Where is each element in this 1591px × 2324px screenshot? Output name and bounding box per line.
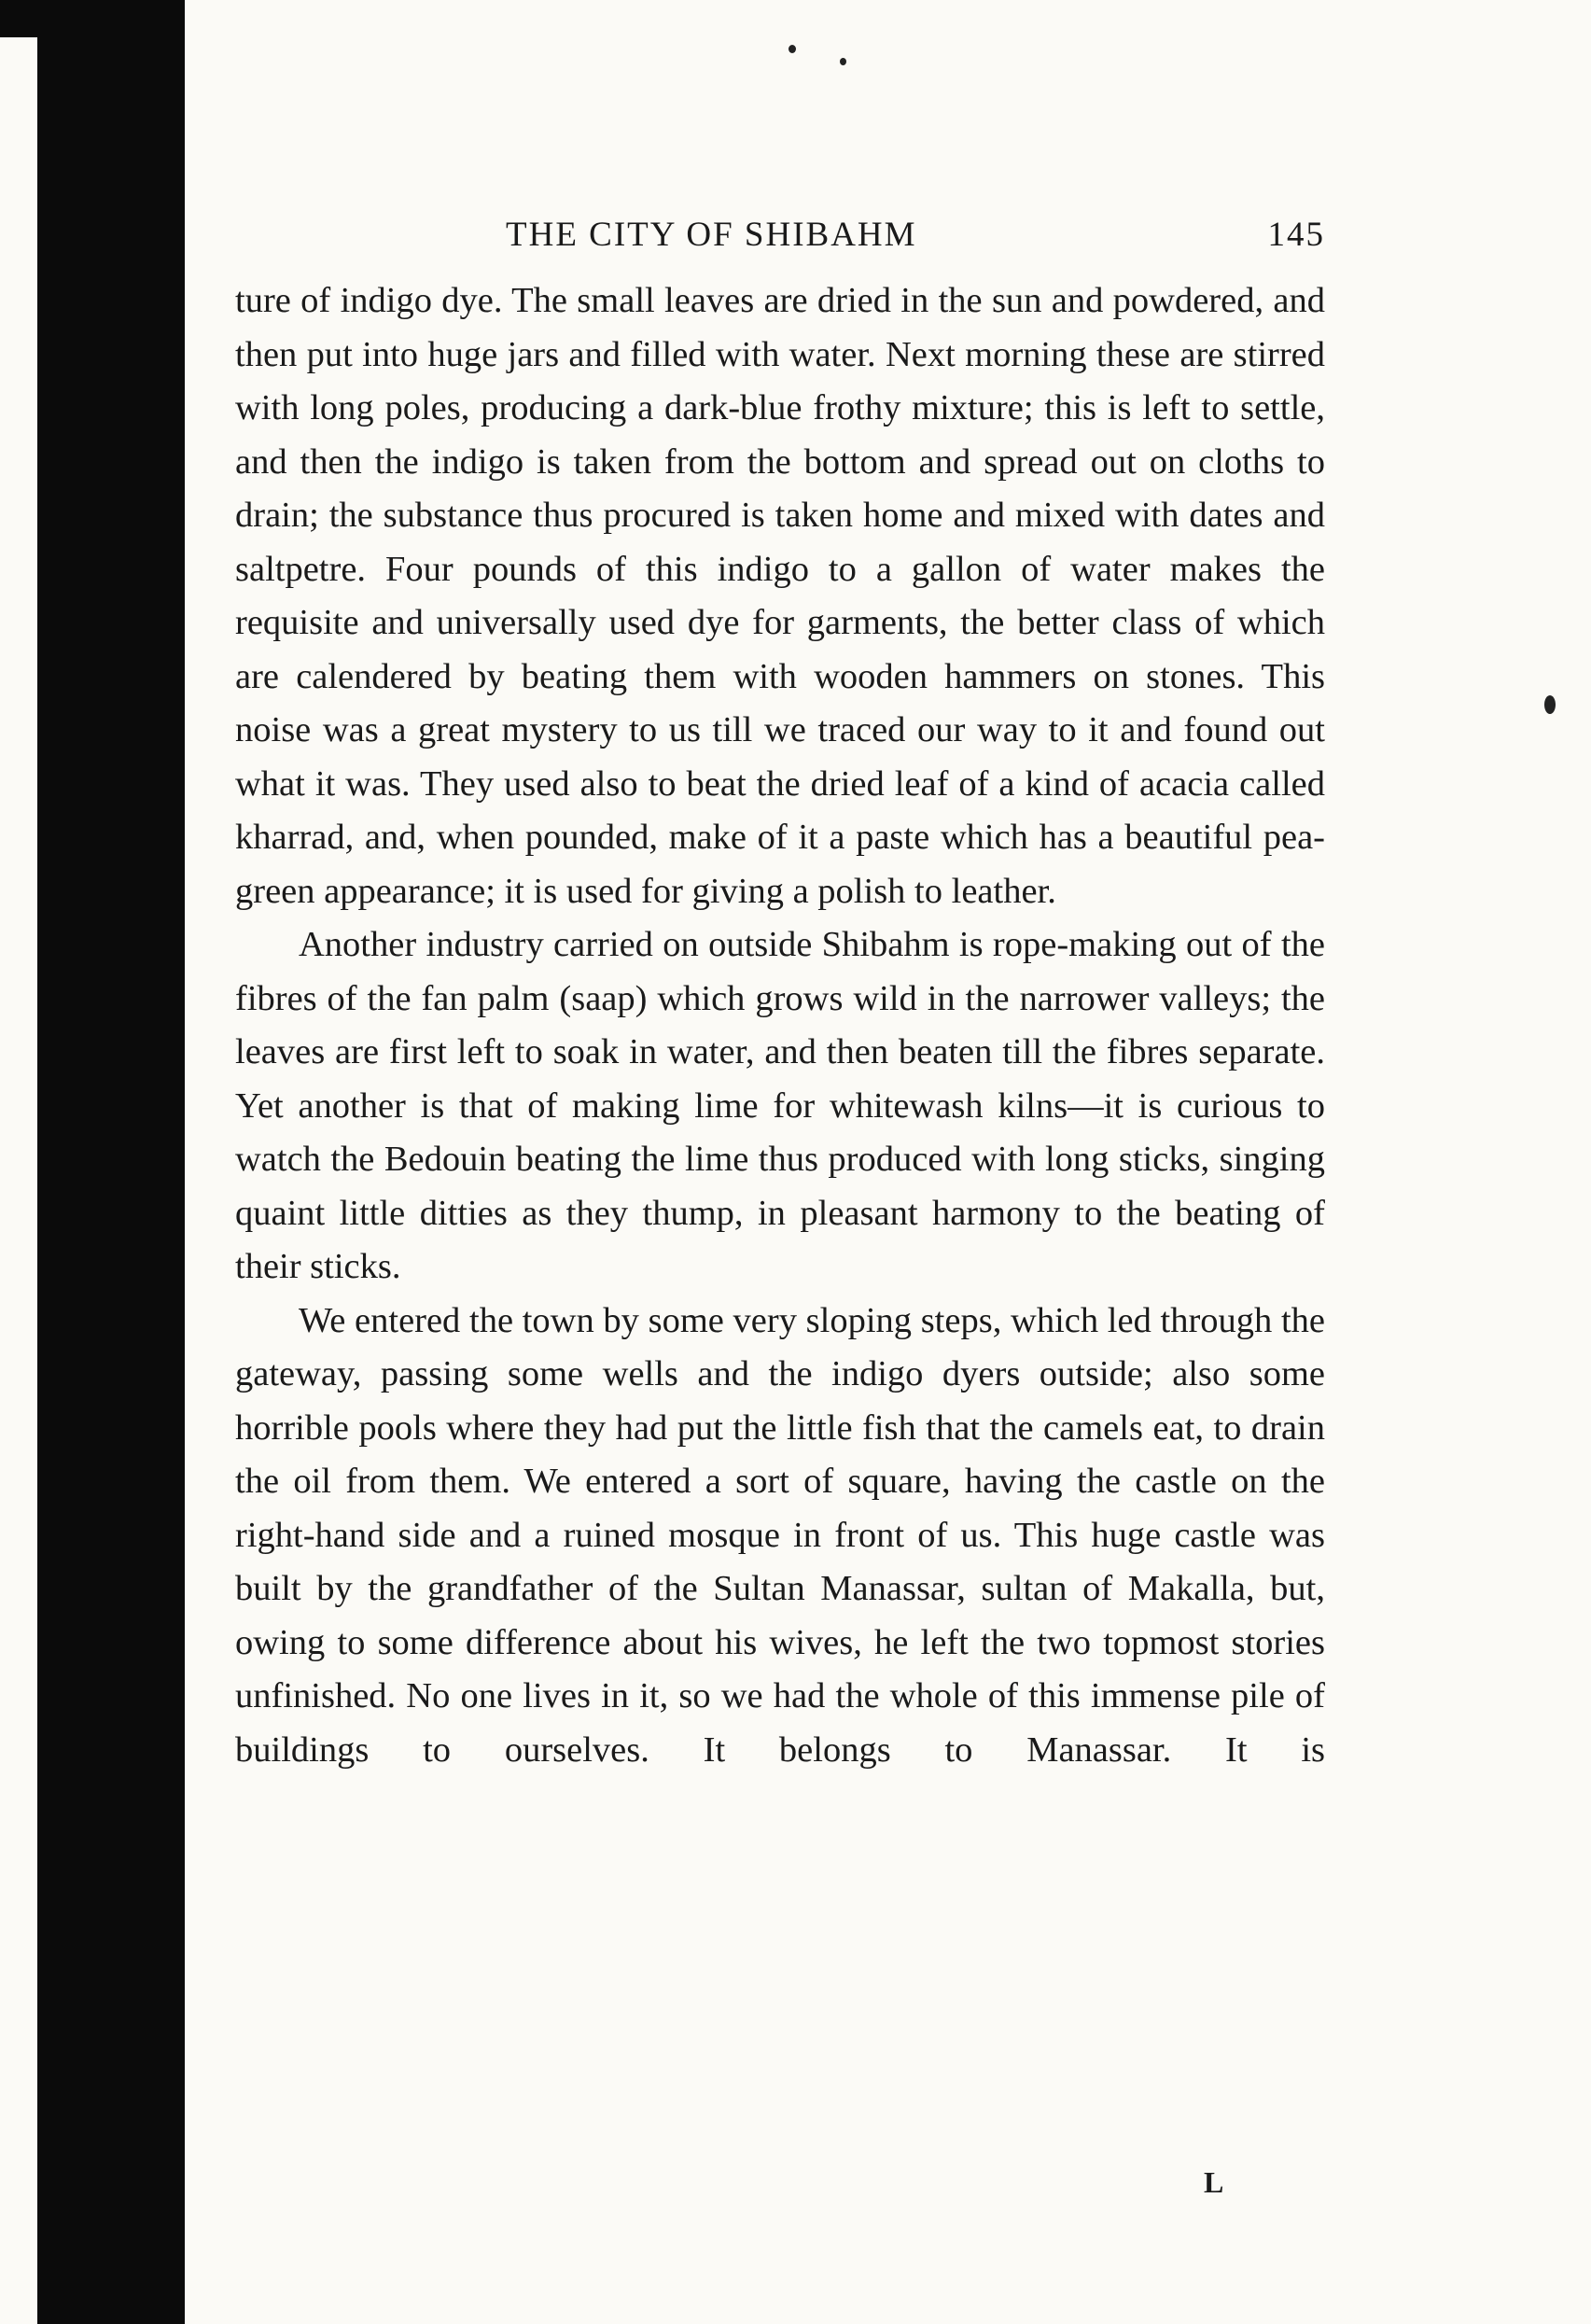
- ink-speck: [1544, 695, 1556, 714]
- page-number: 145: [1267, 216, 1325, 254]
- paragraph-rope-making: Another industry carried on outside Shibahm is rope-making out of the fibres of the fan palm (saap) which grows wild in the narrower valleys; the leaves are first left to soak in water, and then beaten till the fibres separate. Yet another is that of making lime for whitewash kilns—it is curious to watch the Bedouin beating the lime thus produced with long sticks, singing quaint little ditties as they thump, in pleasant harmony to the beating of their sticks.: [235, 925, 1325, 1286]
- page-header: [235, 207, 1325, 263]
- page-corner-shadow: [0, 0, 75, 37]
- paragraph-indigo-dye: ture of indigo dye. The small leaves are dried in the sun and powdered, and then put into huge jars and filled with water. Next morning these are stirred with long poles, producing a dark-blue frothy mixture; this is left to settle, and then the indigo is taken from the bottom and spread out on cloths to drain; the substance thus procured is taken home and mixed with dates and saltpetre. Four pounds of this indigo to a gallon of water makes the requisite and universally used dye for garments, the better class of which are calendered by beating them with wooden hammers on stones. This noise was a great mystery to us till we traced our way to it and found out what it was. They used also to beat the dried leaf of a kind of acacia called kharrad, and, when pounded, make of it a paste which has a beautiful pea-green appearance; it is used for giving a polish to leather.: [235, 281, 1325, 911]
- signature-mark: L: [1204, 2165, 1225, 2199]
- page-binding-shadow: [37, 0, 185, 2324]
- body-text: [235, 274, 1325, 1777]
- running-title: THE CITY OF SHIBAHM: [506, 216, 917, 254]
- ink-speck: [789, 45, 796, 53]
- book-page: [235, 207, 1325, 1777]
- paragraph-entering-town: We entered the town by some very sloping steps, which led through the gateway, passing some wells and the indigo dyers outside; also some horrible pools where they had put the little fish that the camels eat, to drain the oil from them. We entered a sort of square, having the castle on the right-hand side and a ruined mosque in front of us. This huge castle was built by the grandfather of the Sultan Manassar, sultan of Makalla, but, owing to some difference about his wives, he left the two topmost stories unfinished. No one lives in it, so we had the whole of this immense pile of buildings to ourselves. It belongs to Manassar. It is: [235, 1300, 1325, 1770]
- ink-speck: [840, 58, 846, 65]
